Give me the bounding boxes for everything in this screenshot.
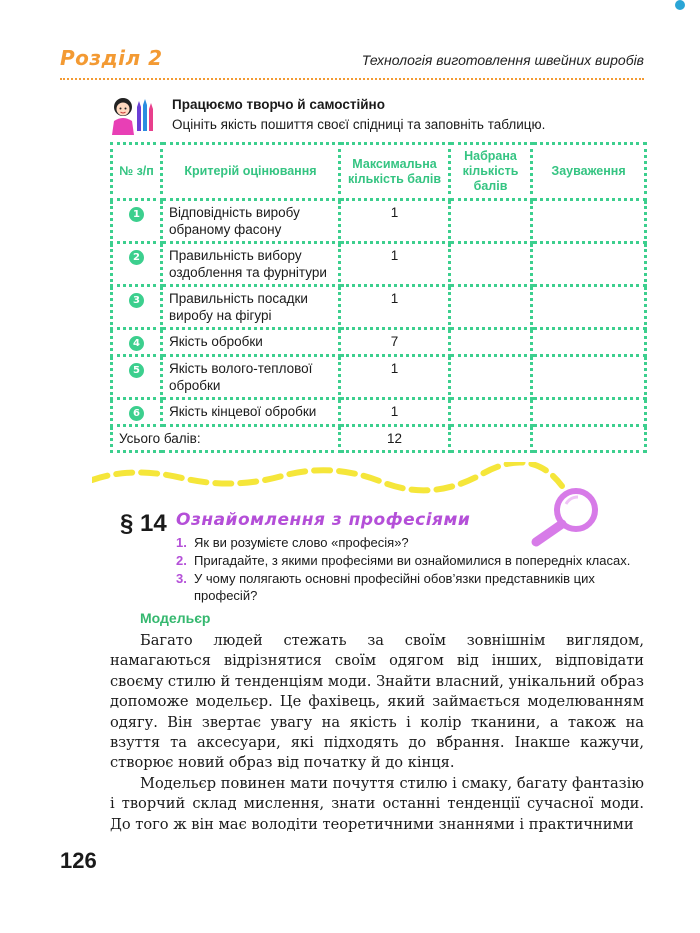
remarks-cell[interactable] (532, 286, 646, 329)
table-row (112, 243, 646, 286)
row-number-badge: 2 (129, 250, 144, 265)
paragraph: Багато людей стежать за своїм зовнішнім виглядом, намагаються відрізнятися своїм одягом від інших, відповідати своєму стилю й тенденціям моди. Знайти власний, унікальний образ допоможе модельєр. Це фахівець, який займається моделюванням одягу. Він звертає увагу на якість і колір тканини, а також на взуття та аксесуари, які підходять до вбрання. Інакше кажучи, створює новий образ від початку й до кінця. (110, 632, 644, 772)
row-number-cell (112, 329, 162, 356)
corner-logo-mark (675, 0, 685, 10)
question-text: У чому полягають основні професійні обов’язки представників цих професій? (194, 571, 595, 603)
total-remarks-cell[interactable] (532, 426, 646, 452)
criterion-cell: Правильність вибору оздоблення та фурнітури (162, 243, 340, 286)
max-points-cell: 1 (340, 200, 450, 243)
table-row (112, 286, 646, 329)
max-points-cell: 1 (340, 356, 450, 399)
evaluation-table (110, 142, 647, 453)
column-header-criterion: Критерій оцінювання (162, 144, 340, 200)
table-row (112, 356, 646, 399)
row-number-cell (112, 286, 162, 329)
section-number: § 14 (120, 510, 167, 537)
table-total-row (112, 426, 646, 452)
remarks-cell[interactable] (532, 399, 646, 426)
header-divider (60, 78, 644, 80)
body-text (110, 631, 644, 835)
earned-points-cell[interactable] (450, 243, 532, 286)
question-number: 1. (176, 535, 187, 550)
remarks-cell[interactable] (532, 243, 646, 286)
task-heading: Працюємо творчо й самостійно (172, 97, 385, 112)
earned-points-cell[interactable] (450, 286, 532, 329)
remarks-cell[interactable] (532, 356, 646, 399)
table-header-row (112, 144, 646, 200)
earned-points-cell[interactable] (450, 399, 532, 426)
total-max-points-cell: 12 (340, 426, 450, 452)
row-number-badge: 1 (129, 207, 144, 222)
list-item (176, 534, 646, 551)
max-points-cell: 1 (340, 243, 450, 286)
table-row (112, 329, 646, 356)
remarks-cell[interactable] (532, 200, 646, 243)
earned-points-cell[interactable] (450, 329, 532, 356)
criterion-cell: Відповідність виробу обраному фасону (162, 200, 340, 243)
column-header-max-points: Максимальна кількість балів (340, 144, 450, 200)
max-points-cell: 1 (340, 399, 450, 426)
row-number-cell (112, 200, 162, 243)
criterion-cell: Якість обробки (162, 329, 340, 356)
row-number-badge: 4 (129, 336, 144, 351)
total-earned-points-cell[interactable] (450, 426, 532, 452)
paragraph: Модельєр повинен мати почуття стилю і смаку, багату фантазію і творчий склад мислення, знати останні тенденції сучасної моди. До того ж він має володіти теоретичними знаннями і практичними (110, 774, 644, 833)
task-instruction: Оцініть якість пошиття своєї спідниці та заповніть таблицю. (172, 117, 546, 132)
max-points-cell: 1 (340, 286, 450, 329)
remarks-cell[interactable] (532, 329, 646, 356)
row-number-cell (112, 356, 162, 399)
page-number: 126 (60, 848, 97, 873)
table-row (112, 200, 646, 243)
max-points-cell: 7 (340, 329, 450, 356)
row-number-cell (112, 243, 162, 286)
total-label-cell: Усього балів: (112, 426, 340, 452)
list-item (176, 570, 646, 604)
column-header-earned-points: Набрана кількість балів (450, 144, 532, 200)
girl-with-pencils-icon (108, 95, 154, 135)
question-number: 2. (176, 553, 187, 568)
question-number: 3. (176, 571, 187, 586)
profession-subheading: Модельєр (140, 610, 211, 626)
column-header-remarks: Зауваження (532, 144, 646, 200)
earned-points-cell[interactable] (450, 356, 532, 399)
question-text: Пригадайте, з якими професіями ви ознайомилися в попередніх класах. (194, 553, 631, 568)
table-row (112, 399, 646, 426)
criterion-cell: Правильність посадки виробу на фігурі (162, 286, 340, 329)
row-number-badge: 6 (129, 406, 144, 421)
earned-points-cell[interactable] (450, 200, 532, 243)
running-header-title: Технологія виготовлення швейних виробів (361, 52, 644, 68)
chapter-label: Розділ 2 (60, 46, 163, 70)
row-number-badge: 5 (129, 363, 144, 378)
criterion-cell: Якість кінцевої обробки (162, 399, 340, 426)
section-title: Ознайомлення з професіями (176, 510, 471, 530)
row-number-badge: 3 (129, 293, 144, 308)
list-item (176, 552, 646, 569)
question-list (176, 534, 646, 605)
column-header-number: № з/п (112, 144, 162, 200)
row-number-cell (112, 399, 162, 426)
criterion-cell: Якість волого-теплової обробки (162, 356, 340, 399)
question-text: Як ви розумієте слово «професія»? (194, 535, 409, 550)
